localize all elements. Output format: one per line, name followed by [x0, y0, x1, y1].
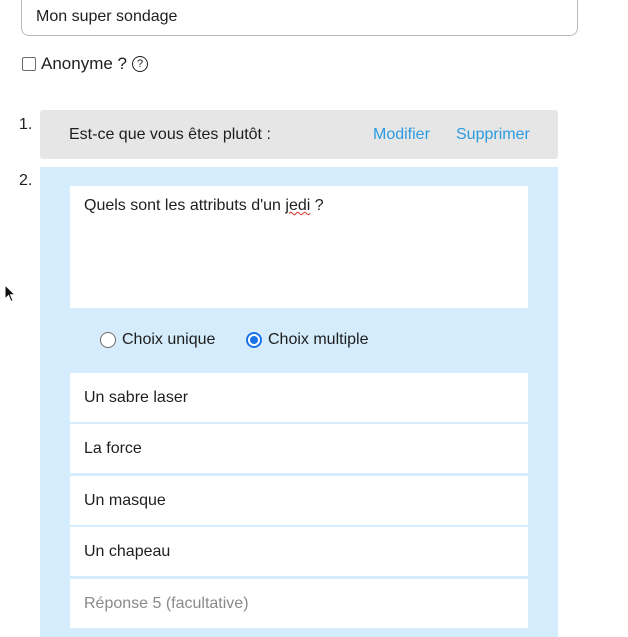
- answer-input-empty[interactable]: Réponse 5 (facultative): [70, 579, 528, 628]
- question-1-text: Est-ce que vous êtes plutôt :: [69, 126, 271, 143]
- question-1-bar: [40, 110, 558, 159]
- answer-input[interactable]: Un sabre laser: [70, 373, 528, 422]
- misspelled-word: jedi: [285, 197, 311, 214]
- anonymous-option: [21, 53, 148, 75]
- choice-unique-radio[interactable]: [100, 331, 215, 349]
- anonymous-checkbox[interactable]: [22, 57, 36, 71]
- choice-multiple-radio[interactable]: [246, 331, 368, 349]
- help-icon[interactable]: ?: [132, 56, 148, 72]
- radio-unchecked-icon[interactable]: [100, 332, 116, 348]
- choice-multiple-label[interactable]: Choix multiple: [268, 331, 369, 348]
- poll-title-input[interactable]: [21, 0, 578, 36]
- answer-input[interactable]: Un chapeau: [70, 527, 528, 576]
- mouse-pointer-icon: [4, 284, 18, 304]
- edit-question-link[interactable]: Modifier: [373, 126, 430, 143]
- answer-input[interactable]: La force: [70, 424, 528, 473]
- question-2-editor: [40, 167, 558, 637]
- question-text-part: Quels sont les attributs d'un: [84, 197, 286, 214]
- question-number: 1.: [19, 116, 33, 133]
- question-number: 2.: [19, 172, 33, 189]
- question-text-part: ?: [310, 197, 324, 214]
- question-text-input[interactable]: [70, 186, 528, 308]
- choice-unique-label[interactable]: Choix unique: [122, 331, 216, 348]
- anonymous-label[interactable]: Anonyme ?: [41, 54, 127, 73]
- radio-checked-icon[interactable]: [246, 332, 262, 348]
- delete-question-link[interactable]: Supprimer: [456, 126, 530, 143]
- answer-input[interactable]: Un masque: [70, 476, 528, 525]
